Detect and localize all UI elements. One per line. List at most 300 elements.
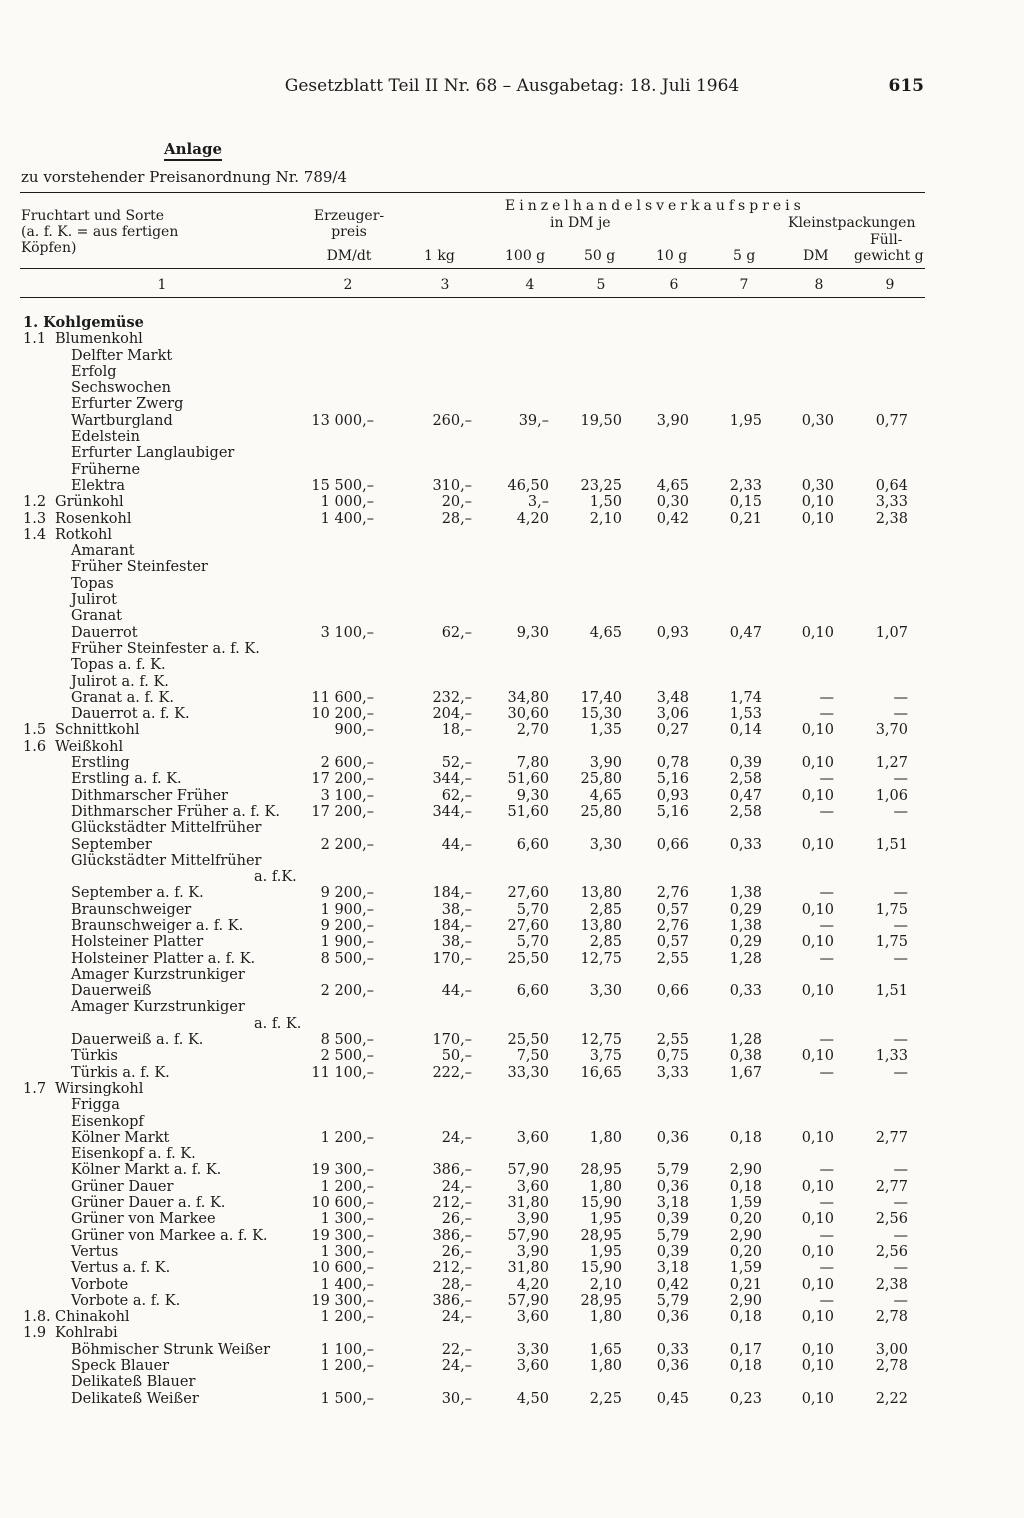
- variety-name: Sechswochen: [71, 380, 171, 397]
- table-row: [0, 771, 1024, 787]
- col-number: 9: [885, 277, 895, 293]
- price-10g-cell: 0,36: [656, 1129, 689, 1146]
- fuellgewicht-cell: —: [893, 1227, 908, 1244]
- price-5g-cell: 1,59: [729, 1260, 762, 1277]
- kleinst-dm-cell: 0,10: [801, 1129, 834, 1146]
- price-1kg-cell: 24,–: [441, 1129, 472, 1146]
- price-50g-cell: 15,90: [580, 1260, 622, 1277]
- col-number: 8: [814, 277, 824, 293]
- table-row: [0, 885, 1024, 901]
- table-row: [0, 641, 1024, 657]
- price-1kg-cell: 62,–: [441, 624, 472, 641]
- variety-name: Vorbote: [71, 1276, 129, 1293]
- page-number: 615: [888, 76, 924, 96]
- variety-name: Julirot: [71, 592, 117, 609]
- price-5g-cell: 1,74: [729, 689, 762, 706]
- price-50g-cell: 3,30: [589, 836, 622, 853]
- price-1kg-cell: 44,–: [441, 836, 472, 853]
- fuellgewicht-cell: —: [893, 1064, 908, 1081]
- variety-name: Granat: [71, 608, 122, 625]
- price-1kg-cell: 24,–: [441, 1309, 472, 1326]
- price-5g-cell: 1,59: [729, 1195, 762, 1212]
- kleinst-dm-cell: 0,10: [801, 624, 834, 641]
- price-1kg-cell: 232,–: [432, 689, 472, 706]
- price-50g-cell: 28,95: [580, 1292, 622, 1309]
- price-100g-cell: 51,60: [507, 803, 549, 820]
- price-50g-cell: 4,65: [589, 624, 622, 641]
- kleinst-dm-cell: —: [819, 1195, 834, 1212]
- table-row: [0, 788, 1024, 804]
- table-row: [0, 820, 1024, 836]
- col-fruchtart-line2: (a. f. K. = aus fertigen: [21, 224, 179, 240]
- fuellgewicht-cell: —: [893, 950, 908, 967]
- price-50g-cell: 4,65: [589, 787, 622, 804]
- col-1kg: 1 kg: [424, 248, 455, 264]
- fuellgewicht-cell: —: [893, 771, 908, 788]
- price-5g-cell: 0,23: [729, 1390, 762, 1407]
- fuellgewicht-cell: —: [893, 803, 908, 820]
- price-100g-cell: 4,20: [516, 510, 549, 527]
- price-5g-cell: 1,38: [729, 917, 762, 934]
- price-10g-cell: 2,76: [656, 885, 689, 902]
- price-1kg-cell: 24,–: [441, 1178, 472, 1195]
- price-50g-cell: 2,85: [589, 934, 622, 951]
- price-50g-cell: 23,25: [580, 477, 622, 494]
- price-5g-cell: 0,33: [729, 983, 762, 1000]
- kleinst-dm-cell: —: [819, 803, 834, 820]
- price-1kg-cell: 20,–: [441, 494, 472, 511]
- price-10g-cell: 0,57: [656, 934, 689, 951]
- price-100g-cell: 30,60: [507, 706, 549, 723]
- variety-name: Elektra: [71, 477, 125, 494]
- price-5g-cell: 2,58: [729, 803, 762, 820]
- erzeugerpreis-cell: 2 600,–: [320, 755, 374, 772]
- price-5g-cell: 0,29: [729, 901, 762, 918]
- variety-name: Delfter Markt: [71, 347, 173, 364]
- price-100g-cell: 39,–: [518, 412, 549, 429]
- price-1kg-cell: 30,–: [441, 1390, 472, 1407]
- price-1kg-cell: 386,–: [432, 1162, 472, 1179]
- price-100g-cell: 6,60: [516, 836, 549, 853]
- header-title: Gesetzblatt Teil II Nr. 68 – Ausgabetag: 18. Juli 1964: [284, 76, 740, 96]
- price-1kg-cell: 386,–: [432, 1227, 472, 1244]
- variety-name: Kölner Markt: [71, 1129, 170, 1146]
- table-row: [0, 657, 1024, 673]
- price-5g-cell: 0,15: [729, 494, 762, 511]
- variety-name: a. f. K.: [254, 1015, 302, 1032]
- kleinst-dm-cell: —: [819, 1292, 834, 1309]
- fuellgewicht-cell: 1,07: [875, 624, 908, 641]
- price-50g-cell: 2,85: [589, 901, 622, 918]
- price-50g-cell: 3,75: [589, 1048, 622, 1065]
- col-erzeuger-unit: DM/dt: [326, 248, 372, 264]
- price-10g-cell: 0,30: [656, 494, 689, 511]
- kleinst-dm-cell: 0,10: [801, 1341, 834, 1358]
- variety-name: Wartburgland: [71, 412, 173, 429]
- price-10g-cell: 3,18: [656, 1195, 689, 1212]
- erzeugerpreis-cell: 3 100,–: [320, 624, 374, 641]
- kleinst-dm-cell: 0,10: [801, 494, 834, 511]
- kleinst-dm-cell: 0,10: [801, 1358, 834, 1374]
- price-100g-cell: 27,60: [507, 885, 549, 902]
- table-row: [0, 1162, 1024, 1178]
- variety-name: Delikateß Blauer: [71, 1374, 196, 1391]
- price-50g-cell: 15,30: [580, 706, 622, 723]
- variety-name: Vertus a. f. K.: [71, 1260, 171, 1277]
- price-100g-cell: 3,30: [516, 1341, 549, 1358]
- price-5g-cell: 1,67: [729, 1064, 762, 1081]
- price-100g-cell: 31,80: [507, 1260, 549, 1277]
- price-50g-cell: 1,80: [589, 1309, 622, 1326]
- erzeugerpreis-cell: 19 300,–: [311, 1162, 374, 1179]
- variety-name: Grüner Dauer: [71, 1178, 174, 1195]
- price-10g-cell: 5,79: [656, 1162, 689, 1179]
- fuellgewicht-cell: —: [893, 1162, 908, 1179]
- erzeugerpreis-cell: 15 500,–: [311, 477, 374, 494]
- table-row: [0, 1048, 1024, 1064]
- price-100g-cell: 3,60: [516, 1358, 549, 1374]
- variety-name: Dauerrot: [71, 624, 138, 641]
- price-10g-cell: 0,36: [656, 1358, 689, 1374]
- kleinst-dm-cell: 0,10: [801, 983, 834, 1000]
- table-row: [0, 1195, 1024, 1211]
- table-top-rule: [20, 192, 925, 193]
- price-100g-cell: 57,90: [507, 1292, 549, 1309]
- price-5g-cell: 0,20: [729, 1243, 762, 1260]
- price-100g-cell: 3,90: [516, 1243, 549, 1260]
- price-5g-cell: 2,58: [729, 771, 762, 788]
- price-10g-cell: 0,93: [656, 787, 689, 804]
- price-100g-cell: 2,70: [516, 722, 549, 739]
- variety-name: Früher Steinfester: [71, 559, 208, 576]
- row-number: 1.9: [23, 1325, 47, 1342]
- variety-name: Türkis a. f. K.: [71, 1064, 170, 1081]
- price-1kg-cell: 24,–: [441, 1358, 472, 1374]
- fuellgewicht-cell: —: [893, 1032, 908, 1049]
- row-number: 1.7: [23, 1080, 47, 1097]
- fuellgewicht-cell: 1,33: [875, 1048, 908, 1065]
- price-5g-cell: 2,90: [729, 1162, 762, 1179]
- kleinst-dm-cell: 0,10: [801, 1048, 834, 1065]
- erzeugerpreis-cell: 2 200,–: [320, 836, 374, 853]
- price-10g-cell: 3,06: [656, 706, 689, 723]
- table-row: [0, 1244, 1024, 1260]
- table-row: [0, 348, 1024, 364]
- variety-name: Julirot a. f. K.: [71, 673, 169, 690]
- erzeugerpreis-cell: 8 500,–: [320, 1032, 374, 1049]
- price-10g-cell: 0,78: [656, 755, 689, 772]
- price-1kg-cell: 344,–: [432, 771, 472, 788]
- erzeugerpreis-cell: 900,–: [334, 722, 374, 739]
- price-50g-cell: 16,65: [580, 1064, 622, 1081]
- erzeugerpreis-cell: 1 200,–: [320, 1129, 374, 1146]
- price-50g-cell: 3,30: [589, 983, 622, 1000]
- erzeugerpreis-cell: 9 200,–: [320, 917, 374, 934]
- col-10g: 10 g: [656, 248, 688, 264]
- erzeugerpreis-cell: 11 100,–: [311, 1064, 374, 1081]
- fuellgewicht-cell: —: [893, 689, 908, 706]
- subcategory-row: [0, 722, 1024, 738]
- price-10g-cell: 0,75: [656, 1048, 689, 1065]
- kleinst-dm-cell: —: [819, 1064, 834, 1081]
- header-mid-rule: [20, 268, 925, 269]
- table-row: [0, 934, 1024, 950]
- fuellgewicht-cell: 1,51: [875, 983, 908, 1000]
- kleinst-dm-cell: 0,10: [801, 755, 834, 772]
- erzeugerpreis-cell: 1 400,–: [320, 1276, 374, 1293]
- price-1kg-cell: 204,–: [432, 706, 472, 723]
- price-100g-cell: 3,90: [516, 1211, 549, 1228]
- table-row: [0, 478, 1024, 494]
- variety-name: Schnittkohl: [55, 722, 140, 739]
- table-row: [0, 967, 1024, 983]
- price-1kg-cell: 310,–: [432, 477, 472, 494]
- price-1kg-cell: 26,–: [441, 1211, 472, 1228]
- price-5g-cell: 0,18: [729, 1358, 762, 1374]
- erzeugerpreis-cell: 1 200,–: [320, 1358, 374, 1374]
- variety-name: September a. f. K.: [71, 885, 204, 902]
- kleinst-dm-cell: 0,10: [801, 934, 834, 951]
- variety-name: Wirsingkohl: [55, 1080, 144, 1097]
- col-erzeuger-line2: preis: [331, 224, 367, 240]
- fuellgewicht-cell: 2,78: [875, 1358, 908, 1374]
- price-1kg-cell: 18,–: [441, 722, 472, 739]
- price-10g-cell: 5,79: [656, 1292, 689, 1309]
- price-5g-cell: 0,33: [729, 836, 762, 853]
- price-50g-cell: 1,80: [589, 1178, 622, 1195]
- erzeugerpreis-cell: 1 300,–: [320, 1243, 374, 1260]
- variety-name: Amager Kurzstrunkiger: [71, 999, 245, 1016]
- price-1kg-cell: 44,–: [441, 983, 472, 1000]
- price-100g-cell: 51,60: [507, 771, 549, 788]
- variety-name: Türkis: [71, 1048, 118, 1065]
- price-10g-cell: 0,57: [656, 901, 689, 918]
- variety-name: Holsteiner Platter a. f. K.: [71, 950, 256, 967]
- table-row: [0, 755, 1024, 771]
- table-row: [0, 983, 1024, 999]
- kleinst-dm-cell: 0,10: [801, 1276, 834, 1293]
- kleinst-dm-cell: 0,10: [801, 722, 834, 739]
- variety-name: Speck Blauer: [71, 1358, 170, 1374]
- erzeugerpreis-cell: 1 000,–: [320, 494, 374, 511]
- table-row: [0, 869, 1024, 885]
- col-number: 4: [525, 277, 535, 293]
- variety-name: Braunschweiger: [71, 901, 192, 918]
- price-5g-cell: 0,39: [729, 755, 762, 772]
- price-10g-cell: 0,66: [656, 836, 689, 853]
- col-erzeuger-header: [306, 208, 392, 240]
- kleinst-dm-cell: —: [819, 1227, 834, 1244]
- subtitle: zu vorstehender Preisanordnung Nr. 789/4: [21, 168, 348, 186]
- erzeugerpreis-cell: 10 600,–: [311, 1195, 374, 1212]
- fuellgewicht-cell: —: [893, 706, 908, 723]
- variety-name: Eisenkopf a. f. K.: [71, 1146, 196, 1163]
- kleinst-dm-cell: 0,10: [801, 836, 834, 853]
- variety-name: Grüner Dauer a. f. K.: [71, 1195, 226, 1212]
- price-5g-cell: 0,21: [729, 1276, 762, 1293]
- price-1kg-cell: 212,–: [432, 1260, 472, 1277]
- price-50g-cell: 2,10: [589, 1276, 622, 1293]
- table-row: [0, 1342, 1024, 1358]
- erzeugerpreis-cell: 11 600,–: [311, 689, 374, 706]
- subcategory-row: [0, 1325, 1024, 1341]
- col-number: 6: [669, 277, 679, 293]
- price-10g-cell: 0,42: [656, 510, 689, 527]
- price-100g-cell: 25,50: [507, 950, 549, 967]
- kleinst-dm-cell: —: [819, 1032, 834, 1049]
- col-einzelhandel-sub: in DM je: [550, 215, 611, 231]
- col-kleinst-header: Kleinstpackungen: [788, 215, 916, 231]
- variety-name: Vorbote a. f. K.: [71, 1292, 181, 1309]
- table-row: [0, 608, 1024, 624]
- variety-name: Grünkohl: [55, 494, 124, 511]
- table-row: [0, 1260, 1024, 1276]
- price-100g-cell: 33,30: [507, 1064, 549, 1081]
- table-row: [0, 543, 1024, 559]
- price-100g-cell: 9,30: [516, 787, 549, 804]
- table-row: [0, 576, 1024, 592]
- price-10g-cell: 0,39: [656, 1243, 689, 1260]
- fuellgewicht-cell: 2,78: [875, 1309, 908, 1326]
- kleinst-dm-cell: 0,30: [801, 477, 834, 494]
- erzeugerpreis-cell: 17 200,–: [311, 803, 374, 820]
- kleinst-dm-cell: 0,10: [801, 510, 834, 527]
- table-row: [0, 837, 1024, 853]
- fuellgewicht-cell: 3,00: [875, 1341, 908, 1358]
- table-row: [0, 951, 1024, 967]
- price-10g-cell: 4,65: [656, 477, 689, 494]
- kleinst-dm-cell: 0,10: [801, 1390, 834, 1407]
- fuellgewicht-cell: 1,75: [875, 901, 908, 918]
- variety-name: Eisenkopf: [71, 1113, 144, 1130]
- col-gewicht: gewicht g: [854, 248, 924, 264]
- col-einzelhandel-header: Einzelhandelsverkaufspreis: [505, 198, 805, 214]
- price-5g-cell: 0,20: [729, 1211, 762, 1228]
- table-row: [0, 1293, 1024, 1309]
- col-50g: 50 g: [584, 248, 616, 264]
- variety-name: Kohlrabi: [55, 1325, 118, 1342]
- erzeugerpreis-cell: 1 100,–: [320, 1341, 374, 1358]
- row-number: 1.8.: [23, 1309, 51, 1326]
- kleinst-dm-cell: 0,10: [801, 901, 834, 918]
- header-bottom-rule: [20, 297, 925, 298]
- table-row: [0, 1032, 1024, 1048]
- variety-name: Kölner Markt a. f. K.: [71, 1162, 222, 1179]
- table-row: [0, 1114, 1024, 1130]
- variety-name: Glückstädter Mittelfrüher: [71, 852, 262, 869]
- price-100g-cell: 3,60: [516, 1309, 549, 1326]
- price-50g-cell: 1,80: [589, 1358, 622, 1374]
- price-1kg-cell: 22,–: [441, 1341, 472, 1358]
- price-10g-cell: 2,55: [656, 1032, 689, 1049]
- fuellgewicht-cell: 1,75: [875, 934, 908, 951]
- col-fruchtart-header: [21, 208, 178, 256]
- fuellgewicht-cell: 2,38: [875, 510, 908, 527]
- price-10g-cell: 3,33: [656, 1064, 689, 1081]
- erzeugerpreis-cell: 1 900,–: [320, 901, 374, 918]
- erzeugerpreis-cell: 17 200,–: [311, 771, 374, 788]
- erzeugerpreis-cell: 19 300,–: [311, 1227, 374, 1244]
- kleinst-dm-cell: —: [819, 917, 834, 934]
- price-5g-cell: 1,53: [729, 706, 762, 723]
- fuellgewicht-cell: —: [893, 917, 908, 934]
- price-5g-cell: 0,14: [729, 722, 762, 739]
- price-5g-cell: 1,38: [729, 885, 762, 902]
- subcategory-row: [0, 739, 1024, 755]
- price-50g-cell: 17,40: [580, 689, 622, 706]
- table-row: [0, 999, 1024, 1015]
- variety-name: Braunschweiger a. f. K.: [71, 917, 244, 934]
- variety-name: Blumenkohl: [55, 331, 143, 348]
- page-header: [0, 76, 1024, 96]
- price-100g-cell: 31,80: [507, 1195, 549, 1212]
- kleinst-dm-cell: 0,10: [801, 1178, 834, 1195]
- col-number: 3: [440, 277, 450, 293]
- fuellgewicht-cell: —: [893, 1195, 908, 1212]
- table-row: [0, 364, 1024, 380]
- price-10g-cell: 3,18: [656, 1260, 689, 1277]
- table-row: [0, 559, 1024, 575]
- price-1kg-cell: 62,–: [441, 787, 472, 804]
- price-1kg-cell: 28,–: [441, 1276, 472, 1293]
- fuellgewicht-cell: 2,77: [875, 1178, 908, 1195]
- price-100g-cell: 5,70: [516, 934, 549, 951]
- price-100g-cell: 57,90: [507, 1162, 549, 1179]
- variety-name: Edelstein: [71, 429, 140, 446]
- variety-name: Granat a. f. K.: [71, 689, 174, 706]
- fuellgewicht-cell: 2,56: [875, 1243, 908, 1260]
- table-row: [0, 1097, 1024, 1113]
- price-100g-cell: 5,70: [516, 901, 549, 918]
- variety-name: Holsteiner Platter: [71, 934, 204, 951]
- price-50g-cell: 19,50: [580, 412, 622, 429]
- variety-name: Früherne: [71, 461, 141, 478]
- table-row: [0, 429, 1024, 445]
- kleinst-dm-cell: 0,10: [801, 1243, 834, 1260]
- col-dm: DM: [803, 248, 829, 264]
- price-10g-cell: 5,79: [656, 1227, 689, 1244]
- price-100g-cell: 3,60: [516, 1178, 549, 1195]
- table-row: [0, 902, 1024, 918]
- row-number: 1.2: [23, 494, 47, 511]
- fuellgewicht-cell: 0,77: [875, 412, 908, 429]
- price-5g-cell: 1,95: [729, 412, 762, 429]
- table-row: [0, 462, 1024, 478]
- subcategory-row: [0, 331, 1024, 347]
- fuellgewicht-cell: 0,64: [875, 477, 908, 494]
- fuellgewicht-cell: 1,27: [875, 755, 908, 772]
- variety-name: Dauerweiß: [71, 983, 152, 1000]
- price-10g-cell: 0,33: [656, 1341, 689, 1358]
- price-5g-cell: 1,28: [729, 1032, 762, 1049]
- row-number: 1.4: [23, 526, 47, 543]
- price-5g-cell: 0,38: [729, 1048, 762, 1065]
- table-row: [0, 804, 1024, 820]
- price-5g-cell: 2,90: [729, 1292, 762, 1309]
- price-100g-cell: 3,60: [516, 1129, 549, 1146]
- price-1kg-cell: 28,–: [441, 510, 472, 527]
- fuellgewicht-cell: 2,77: [875, 1129, 908, 1146]
- subcategory-row: [0, 527, 1024, 543]
- price-50g-cell: 1,35: [589, 722, 622, 739]
- erzeugerpreis-cell: 1 300,–: [320, 1211, 374, 1228]
- kleinst-dm-cell: 0,10: [801, 787, 834, 804]
- kleinst-dm-cell: —: [819, 771, 834, 788]
- kleinst-dm-cell: —: [819, 950, 834, 967]
- price-50g-cell: 2,25: [589, 1390, 622, 1407]
- price-50g-cell: 1,65: [589, 1341, 622, 1358]
- fuellgewicht-cell: 1,51: [875, 836, 908, 853]
